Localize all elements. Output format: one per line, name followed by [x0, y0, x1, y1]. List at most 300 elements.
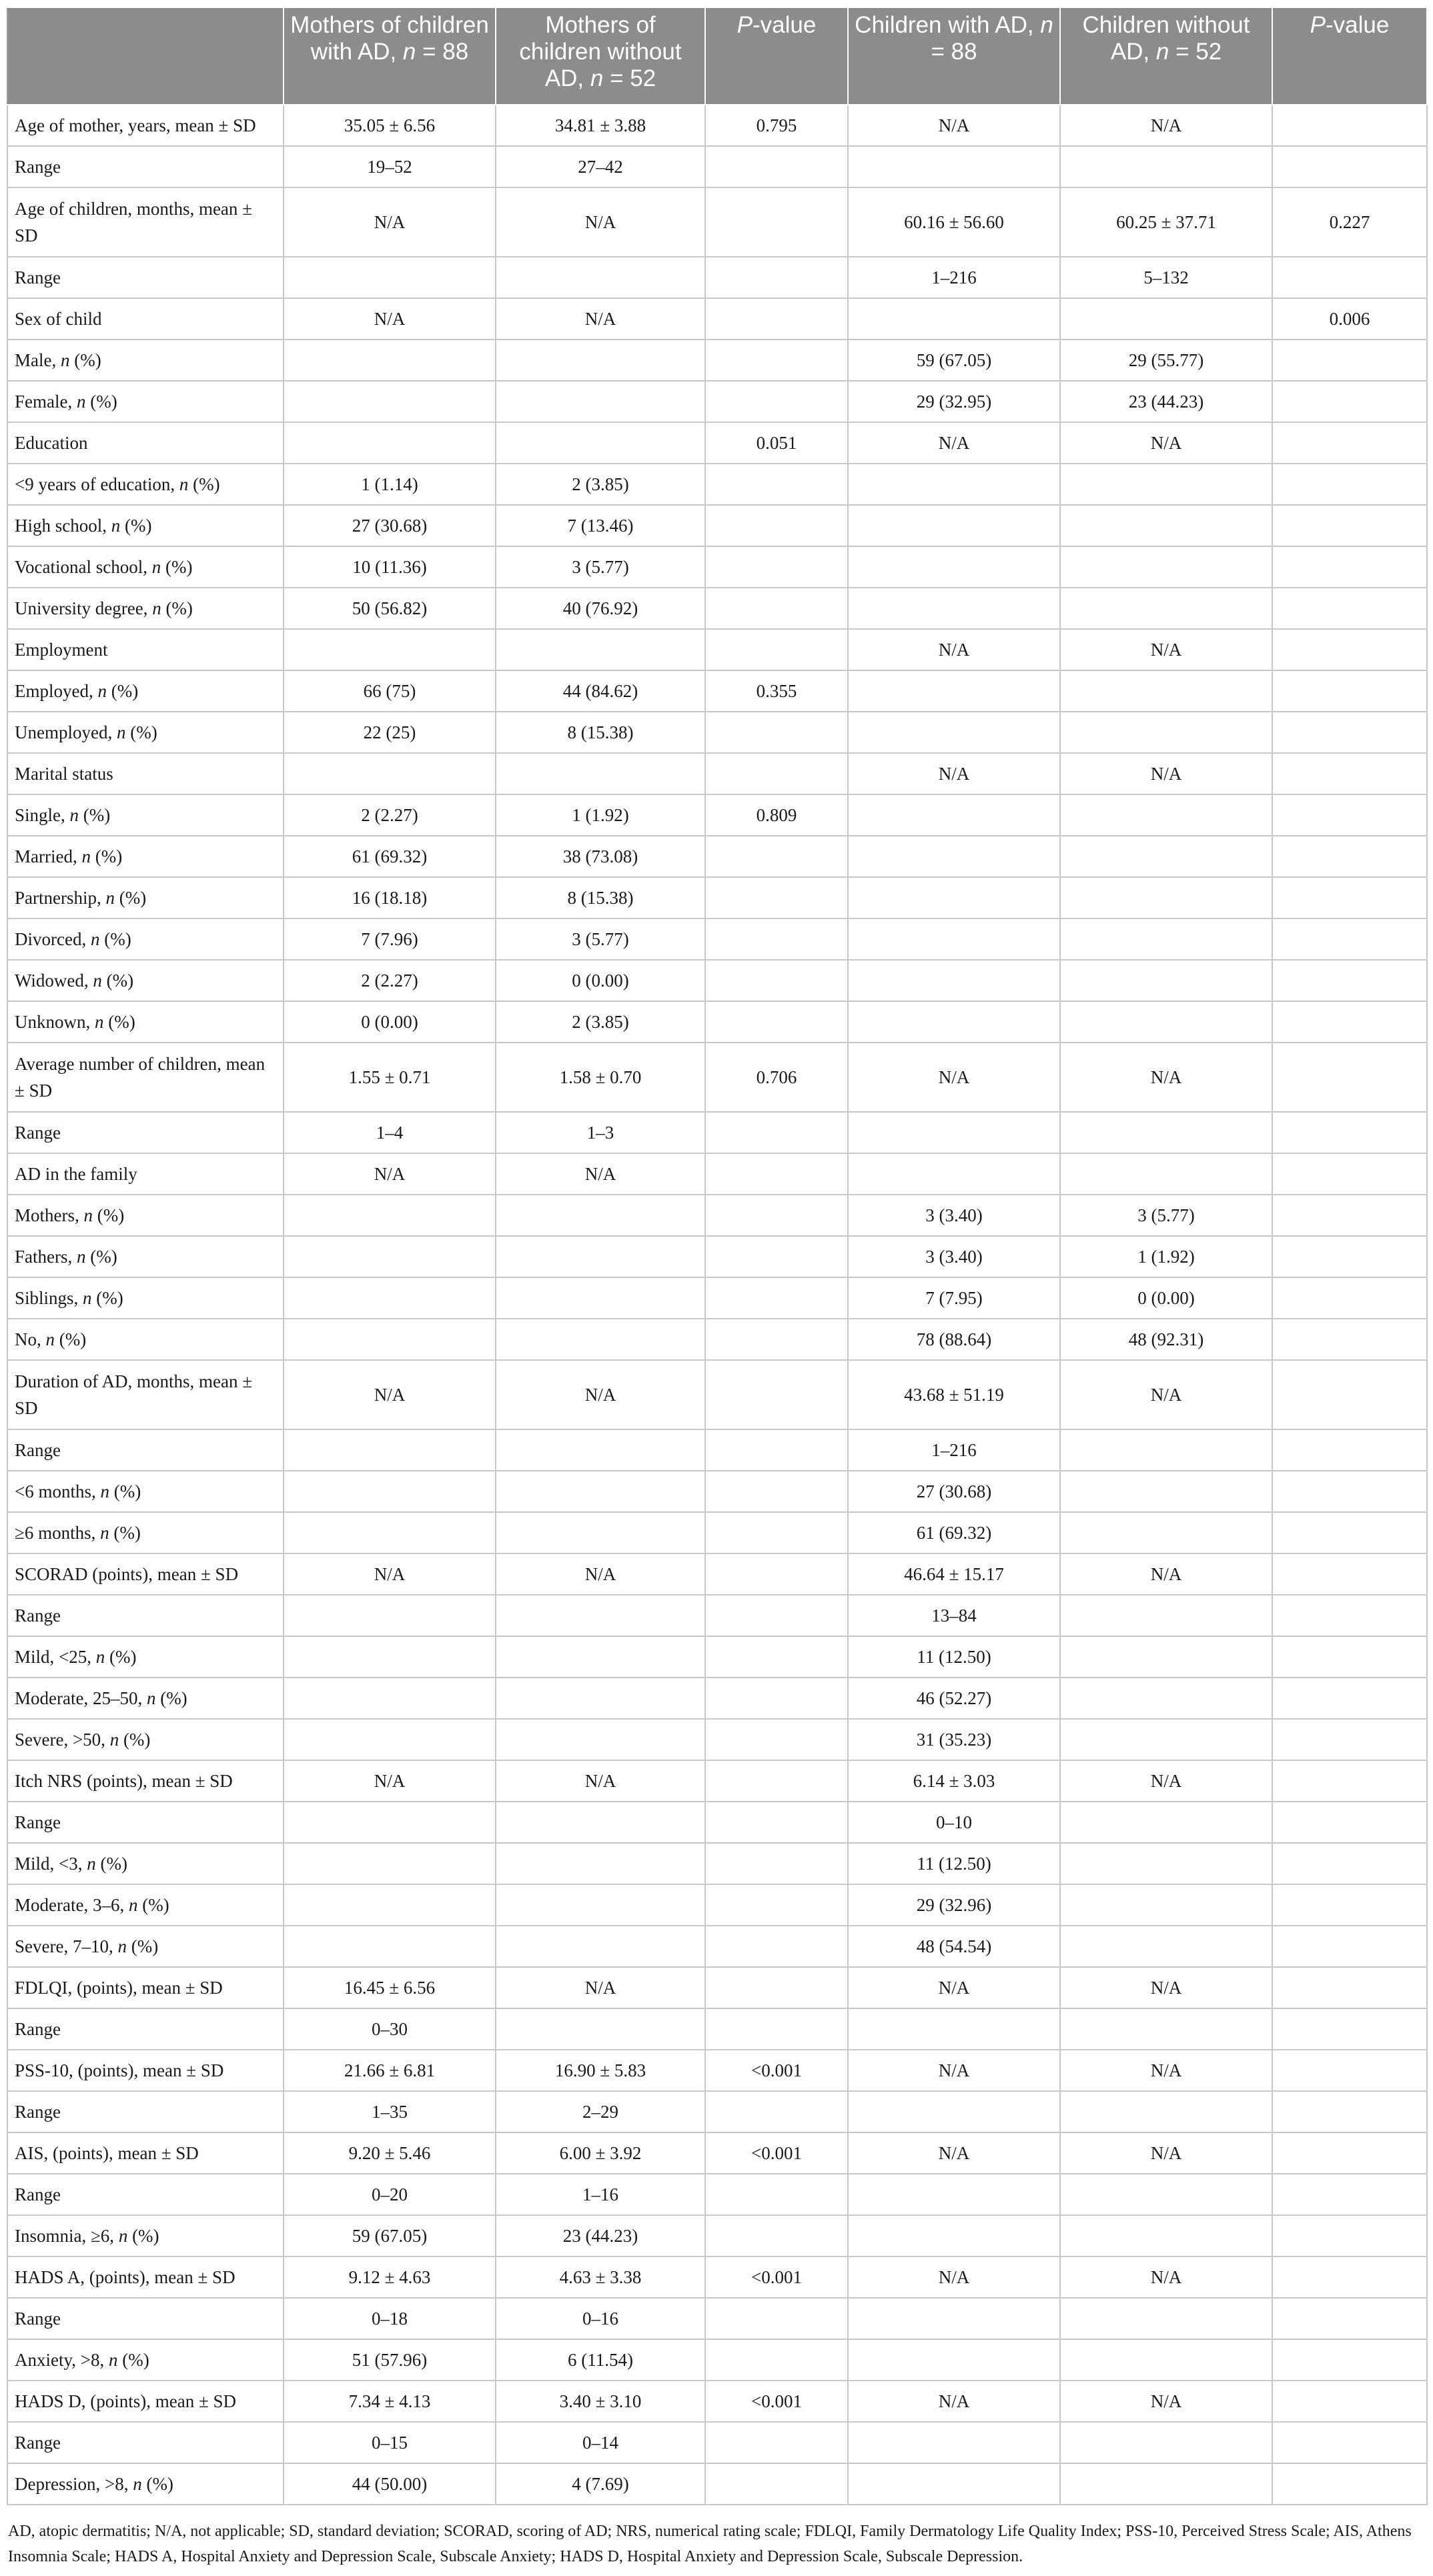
children-without-ad-cell — [1060, 712, 1272, 753]
p-value-children-cell — [1272, 2215, 1427, 2257]
row-label-cell — [7, 1553, 284, 1595]
p-value-children-cell: 0.006 — [1272, 298, 1427, 340]
children-without-ad-cell — [1060, 1636, 1272, 1678]
children-with-ad-cell: 13–84 — [848, 1595, 1060, 1636]
table-row — [7, 1512, 1427, 1553]
children-with-ad-cell — [848, 546, 1060, 588]
children-without-ad-cell: N/A — [1060, 2132, 1272, 2174]
header-blank — [7, 7, 284, 105]
p-value-mothers-cell — [705, 1512, 848, 1553]
mothers-without-ad-cell: N/A — [496, 187, 705, 257]
table-row — [7, 1001, 1427, 1043]
p-value-mothers-cell — [705, 1319, 848, 1360]
children-without-ad-cell — [1060, 2215, 1272, 2257]
row-label-suffix: (%) — [161, 598, 193, 618]
mothers-with-ad-cell: 50 (56.82) — [284, 588, 496, 629]
table-row — [7, 2132, 1427, 2174]
children-without-ad-cell: N/A — [1060, 1553, 1272, 1595]
row-label: Siblings, — [15, 1288, 83, 1308]
row-label-cell — [7, 2091, 284, 2132]
row-label-n: n — [93, 971, 102, 991]
children-with-ad-cell: 1–216 — [848, 257, 1060, 298]
mothers-with-ad-cell: N/A — [284, 1153, 496, 1195]
mothers-without-ad-cell — [496, 1719, 705, 1760]
row-label: Range — [15, 2102, 61, 2122]
row-label: Range — [15, 2019, 61, 2039]
row-label-suffix: (%) — [125, 722, 157, 742]
children-without-ad-cell — [1060, 1112, 1272, 1153]
mothers-with-ad-cell — [284, 1884, 496, 1926]
mothers-with-ad-cell — [284, 1195, 496, 1236]
children-with-ad-cell: N/A — [848, 422, 1060, 464]
table-row — [7, 2463, 1427, 2505]
row-label: No, — [15, 1329, 46, 1349]
row-label-n: n — [76, 392, 86, 412]
children-without-ad-cell — [1060, 2091, 1272, 2132]
row-label-cell — [7, 505, 284, 546]
table-row — [7, 1112, 1427, 1153]
row-label-suffix: (%) — [93, 1205, 125, 1225]
table-row — [7, 670, 1427, 712]
mothers-without-ad-cell: 16.90 ± 5.83 — [496, 2050, 705, 2091]
header-mothers-with-ad: Mothers of children with AD, n = 88 — [284, 7, 496, 105]
mothers-with-ad-cell — [284, 340, 496, 381]
row-label-suffix: (%) — [105, 1647, 137, 1667]
p-value-children-cell — [1272, 2008, 1427, 2050]
children-with-ad-cell: N/A — [848, 2257, 1060, 2298]
row-label-cell — [7, 1636, 284, 1678]
p-value-mothers-cell — [705, 146, 848, 187]
children-without-ad-cell: N/A — [1060, 105, 1272, 146]
p-value-children-cell — [1272, 2463, 1427, 2505]
header-p-value-children: P-value — [1272, 7, 1427, 105]
row-label-cell — [7, 2008, 284, 2050]
children-without-ad-cell — [1060, 670, 1272, 712]
mothers-without-ad-cell — [496, 1595, 705, 1636]
mothers-without-ad-cell: N/A — [496, 1967, 705, 2008]
p-value-children-cell — [1272, 918, 1427, 960]
table-row — [7, 2008, 1427, 2050]
row-label-cell — [7, 187, 284, 257]
table-row — [7, 1553, 1427, 1595]
p-value-mothers-cell — [705, 1236, 848, 1277]
row-label-cell — [7, 1719, 284, 1760]
children-without-ad-cell: 23 (44.23) — [1060, 381, 1272, 422]
p-value-mothers-cell — [705, 2174, 848, 2215]
p-value-mothers-cell — [705, 2298, 848, 2339]
row-label-cell — [7, 1112, 284, 1153]
children-with-ad-cell: N/A — [848, 2381, 1060, 2422]
children-with-ad-cell: 48 (54.54) — [848, 1926, 1060, 1967]
children-with-ad-cell — [848, 1112, 1060, 1153]
row-label-suffix: (%) — [127, 2226, 159, 2246]
mothers-with-ad-cell — [284, 1678, 496, 1719]
row-label: PSS-10, (points), mean ± SD — [15, 2060, 224, 2080]
p-value-children-cell — [1272, 464, 1427, 505]
row-label-suffix: (%) — [155, 1688, 187, 1708]
row-label-n: n — [69, 805, 79, 825]
mothers-without-ad-cell: 0–16 — [496, 2298, 705, 2339]
mothers-without-ad-cell: N/A — [496, 1153, 705, 1195]
header-mothers-without-ad: Mothers of children without AD, n = 52 — [496, 7, 705, 105]
p-value-children-cell — [1272, 1153, 1427, 1195]
p-value-mothers-cell: 0.706 — [705, 1043, 848, 1112]
mothers-with-ad-cell: 0–30 — [284, 2008, 496, 2050]
p-value-children-cell — [1272, 381, 1427, 422]
row-label-suffix: (%) — [161, 557, 193, 577]
children-without-ad-cell: 3 (5.77) — [1060, 1195, 1272, 1236]
row-label-cell — [7, 1471, 284, 1512]
row-label-cell — [7, 1926, 284, 1967]
row-label-n: n — [60, 350, 70, 370]
children-with-ad-cell — [848, 836, 1060, 877]
row-label-cell — [7, 1153, 284, 1195]
children-without-ad-cell: 0 (0.00) — [1060, 1277, 1272, 1319]
p-value-children-cell — [1272, 1195, 1427, 1236]
table-row — [7, 1471, 1427, 1512]
mothers-without-ad-cell: 3 (5.77) — [496, 918, 705, 960]
children-without-ad-cell — [1060, 2339, 1272, 2381]
row-label-suffix: (%) — [106, 681, 139, 701]
mothers-with-ad-cell — [284, 1319, 496, 1360]
p-value-mothers-cell — [705, 2463, 848, 2505]
p-value-children-cell — [1272, 629, 1427, 670]
p-value-mothers-cell — [705, 918, 848, 960]
p-value-mothers-cell — [705, 505, 848, 546]
p-value-children-cell — [1272, 2298, 1427, 2339]
p-value-children-cell — [1272, 1967, 1427, 2008]
row-label-n: n — [108, 2350, 118, 2370]
row-label-cell — [7, 1967, 284, 2008]
mothers-without-ad-cell: 6 (11.54) — [496, 2339, 705, 2381]
row-label-cell — [7, 1236, 284, 1277]
row-label-cell — [7, 794, 284, 836]
p-value-mothers-cell — [705, 1926, 848, 1967]
p-value-mothers-cell — [705, 381, 848, 422]
mothers-with-ad-cell — [284, 1843, 496, 1884]
p-value-children-cell — [1272, 146, 1427, 187]
children-without-ad-cell — [1060, 1153, 1272, 1195]
children-with-ad-cell: 43.68 ± 51.19 — [848, 1360, 1060, 1429]
row-label-cell — [7, 2381, 284, 2422]
p-value-children-cell — [1272, 422, 1427, 464]
p-value-mothers-cell: 0.795 — [705, 105, 848, 146]
children-without-ad-cell: N/A — [1060, 2257, 1272, 2298]
mothers-with-ad-cell: 0–20 — [284, 2174, 496, 2215]
p-value-mothers-cell — [705, 877, 848, 918]
p-value-mothers-cell — [705, 1153, 848, 1195]
p-value-mothers-cell — [705, 464, 848, 505]
children-with-ad-cell — [848, 960, 1060, 1001]
header-children-without-ad: Children without AD, n = 52 — [1060, 7, 1272, 105]
table-body — [7, 105, 1427, 2505]
mothers-with-ad-cell: 2 (2.27) — [284, 960, 496, 1001]
row-label-n: n — [118, 2226, 128, 2246]
mothers-without-ad-cell — [496, 753, 705, 794]
row-label: Range — [15, 157, 61, 177]
children-without-ad-cell — [1060, 2298, 1272, 2339]
mothers-with-ad-cell — [284, 1236, 496, 1277]
row-label-cell — [7, 1043, 284, 1112]
mothers-with-ad-cell: 19–52 — [284, 146, 496, 187]
table-row — [7, 2215, 1427, 2257]
table-row — [7, 753, 1427, 794]
p-value-mothers-cell — [705, 298, 848, 340]
row-label: Mothers, — [15, 1205, 84, 1225]
table-row — [7, 146, 1427, 187]
children-with-ad-cell — [848, 298, 1060, 340]
p-value-children-cell — [1272, 1043, 1427, 1112]
table-row — [7, 1760, 1427, 1802]
p-value-mothers-cell — [705, 1360, 848, 1429]
children-with-ad-cell: N/A — [848, 2132, 1060, 2174]
row-label-cell — [7, 960, 284, 1001]
children-with-ad-cell: 11 (12.50) — [848, 1636, 1060, 1678]
row-label-n: n — [76, 1247, 86, 1267]
children-without-ad-cell: 29 (55.77) — [1060, 340, 1272, 381]
p-value-children-cell — [1272, 712, 1427, 753]
mothers-without-ad-cell — [496, 1429, 705, 1471]
children-without-ad-cell — [1060, 1429, 1272, 1471]
mothers-with-ad-cell: 1–35 — [284, 2091, 496, 2132]
children-without-ad-cell — [1060, 464, 1272, 505]
table-row — [7, 2174, 1427, 2215]
children-with-ad-cell: 29 (32.95) — [848, 381, 1060, 422]
table-row — [7, 1926, 1427, 1967]
mothers-without-ad-cell: 2 (3.85) — [496, 1001, 705, 1043]
children-without-ad-cell — [1060, 1802, 1272, 1843]
children-with-ad-cell: N/A — [848, 629, 1060, 670]
children-with-ad-cell: N/A — [848, 753, 1060, 794]
demographics-table — [7, 7, 1428, 2505]
row-label: Severe, >50, — [15, 1730, 110, 1750]
p-value-mothers-cell: <0.001 — [705, 2381, 848, 2422]
table-row — [7, 1595, 1427, 1636]
mothers-without-ad-cell — [496, 257, 705, 298]
row-label-n: n — [152, 598, 161, 618]
p-value-mothers-cell: 0.355 — [705, 670, 848, 712]
children-without-ad-cell — [1060, 1471, 1272, 1512]
p-value-mothers-cell — [705, 187, 848, 257]
table-row — [7, 1678, 1427, 1719]
p-value-mothers-cell — [705, 753, 848, 794]
row-label: Female, — [15, 392, 77, 412]
children-with-ad-cell — [848, 670, 1060, 712]
mothers-without-ad-cell — [496, 422, 705, 464]
children-without-ad-cell — [1060, 1512, 1272, 1553]
row-label: Male, — [15, 350, 61, 370]
mothers-with-ad-cell: 1–4 — [284, 1112, 496, 1153]
p-value-mothers-cell — [705, 1802, 848, 1843]
table-row — [7, 2050, 1427, 2091]
row-label: Single, — [15, 805, 70, 825]
p-value-children-cell — [1272, 2091, 1427, 2132]
p-value-mothers-cell — [705, 2422, 848, 2463]
table-wrapper — [7, 7, 1426, 2569]
children-without-ad-cell: N/A — [1060, 2381, 1272, 2422]
row-label-n: n — [100, 1523, 109, 1543]
row-label: Unknown, — [15, 1012, 95, 1032]
mothers-without-ad-cell: 0–14 — [496, 2422, 705, 2463]
children-without-ad-cell — [1060, 2008, 1272, 2050]
mothers-with-ad-cell: 2 (2.27) — [284, 794, 496, 836]
row-label-n: n — [87, 1854, 96, 1874]
mothers-with-ad-cell: N/A — [284, 298, 496, 340]
row-label-cell — [7, 1843, 284, 1884]
mothers-without-ad-cell: 1.58 ± 0.70 — [496, 1043, 705, 1112]
row-label-n: n — [81, 846, 91, 866]
children-without-ad-cell — [1060, 1595, 1272, 1636]
p-value-children-cell — [1272, 2339, 1427, 2381]
row-label-suffix: (%) — [90, 846, 123, 866]
children-with-ad-cell — [848, 2091, 1060, 2132]
mothers-with-ad-cell — [284, 1719, 496, 1760]
mothers-with-ad-cell: 22 (25) — [284, 712, 496, 753]
row-label: University degree, — [15, 598, 153, 618]
mothers-without-ad-cell: N/A — [496, 298, 705, 340]
row-label: Employed, — [15, 681, 98, 701]
mothers-with-ad-cell: 35.05 ± 6.56 — [284, 105, 496, 146]
children-with-ad-cell: 1–216 — [848, 1429, 1060, 1471]
children-with-ad-cell — [848, 2215, 1060, 2257]
row-label: Severe, 7–10, — [15, 1936, 118, 1956]
row-label-suffix: (%) — [99, 929, 131, 949]
row-label-suffix: (%) — [103, 1012, 135, 1032]
children-without-ad-cell: 48 (92.31) — [1060, 1319, 1272, 1360]
row-label-suffix: (%) — [119, 1730, 151, 1750]
header-row — [7, 7, 1427, 105]
p-value-mothers-cell — [705, 2008, 848, 2050]
p-value-mothers-cell — [705, 1112, 848, 1153]
row-label-n: n — [90, 929, 100, 949]
table-row — [7, 960, 1427, 1001]
row-label: Vocational school, — [15, 557, 152, 577]
p-value-children-cell — [1272, 1360, 1427, 1429]
table-row — [7, 794, 1427, 836]
mothers-without-ad-cell — [496, 1236, 705, 1277]
p-value-children-cell — [1272, 836, 1427, 877]
children-without-ad-cell — [1060, 146, 1272, 187]
table-row — [7, 187, 1427, 257]
p-value-children-cell — [1272, 1760, 1427, 1802]
row-label: AD in the family — [15, 1164, 137, 1184]
row-label-n: n — [100, 1481, 109, 1501]
children-with-ad-cell — [848, 1153, 1060, 1195]
p-value-children-cell: 0.227 — [1272, 187, 1427, 257]
children-without-ad-cell: N/A — [1060, 1967, 1272, 2008]
row-label: Range — [15, 1440, 61, 1460]
mothers-with-ad-cell — [284, 629, 496, 670]
children-with-ad-cell — [848, 2339, 1060, 2381]
mothers-without-ad-cell: 23 (44.23) — [496, 2215, 705, 2257]
row-label-cell — [7, 1277, 284, 1319]
mothers-without-ad-cell: 44 (84.62) — [496, 670, 705, 712]
mothers-without-ad-cell — [496, 1926, 705, 1967]
table-row — [7, 2091, 1427, 2132]
p-value-mothers-cell — [705, 546, 848, 588]
row-label-cell — [7, 836, 284, 877]
p-value-children-cell — [1272, 960, 1427, 1001]
table-row — [7, 1843, 1427, 1884]
mothers-with-ad-cell: 16 (18.18) — [284, 877, 496, 918]
p-value-children-cell — [1272, 1236, 1427, 1277]
p-value-mothers-cell — [705, 836, 848, 877]
children-with-ad-cell — [848, 146, 1060, 187]
mothers-with-ad-cell — [284, 257, 496, 298]
table-row — [7, 257, 1427, 298]
row-label-suffix: (%) — [101, 971, 134, 991]
children-with-ad-cell: 0–10 — [848, 1802, 1060, 1843]
p-value-mothers-cell: 0.809 — [705, 794, 848, 836]
children-with-ad-cell — [848, 2008, 1060, 2050]
row-label-suffix: (%) — [55, 1329, 87, 1349]
row-label-suffix: (%) — [137, 1895, 169, 1915]
children-without-ad-cell: N/A — [1060, 1360, 1272, 1429]
mothers-with-ad-cell — [284, 1802, 496, 1843]
p-value-children-cell — [1272, 588, 1427, 629]
children-without-ad-cell: 60.25 ± 37.71 — [1060, 187, 1272, 257]
mothers-without-ad-cell: 27–42 — [496, 146, 705, 187]
children-with-ad-cell — [848, 2422, 1060, 2463]
p-value-children-cell — [1272, 2422, 1427, 2463]
children-without-ad-cell — [1060, 1719, 1272, 1760]
children-with-ad-cell: 29 (32.96) — [848, 1884, 1060, 1926]
row-label-cell — [7, 1195, 284, 1236]
header-p-value-mothers: P-value — [705, 7, 848, 105]
table-row — [7, 1319, 1427, 1360]
mothers-with-ad-cell: 7 (7.96) — [284, 918, 496, 960]
p-value-mothers-cell — [705, 1277, 848, 1319]
mothers-without-ad-cell — [496, 340, 705, 381]
table-row — [7, 2381, 1427, 2422]
row-label-cell — [7, 1760, 284, 1802]
table-row — [7, 1043, 1427, 1112]
mothers-with-ad-cell: 51 (57.96) — [284, 2339, 496, 2381]
mothers-with-ad-cell — [284, 1512, 496, 1553]
row-label: Average number of children, mean ± SD — [15, 1054, 266, 1101]
row-label-cell — [7, 2463, 284, 2505]
table-row — [7, 2339, 1427, 2381]
row-label: High school, — [15, 516, 111, 536]
row-label-cell — [7, 381, 284, 422]
p-value-mothers-cell — [705, 1195, 848, 1236]
p-value-children-cell — [1272, 1553, 1427, 1595]
p-value-mothers-cell: <0.001 — [705, 2050, 848, 2091]
children-with-ad-cell: N/A — [848, 1043, 1060, 1112]
table-row — [7, 546, 1427, 588]
row-label-cell — [7, 918, 284, 960]
row-label-cell — [7, 1512, 284, 1553]
row-label-cell — [7, 1802, 284, 1843]
p-value-children-cell — [1272, 2381, 1427, 2422]
p-value-mothers-cell: <0.001 — [705, 2257, 848, 2298]
mothers-with-ad-cell — [284, 1926, 496, 1967]
p-value-mothers-cell — [705, 1471, 848, 1512]
mothers-with-ad-cell: 61 (69.32) — [284, 836, 496, 877]
p-value-children-cell — [1272, 1926, 1427, 1967]
row-label: Range — [15, 267, 61, 287]
mothers-without-ad-cell: 4 (7.69) — [496, 2463, 705, 2505]
p-value-children-cell — [1272, 1319, 1427, 1360]
children-with-ad-cell: 78 (88.64) — [848, 1319, 1060, 1360]
row-label: Marital status — [15, 764, 113, 784]
mothers-without-ad-cell — [496, 1277, 705, 1319]
table-row — [7, 1195, 1427, 1236]
row-label-suffix: (%) — [117, 2350, 149, 2370]
table-row — [7, 464, 1427, 505]
children-without-ad-cell: N/A — [1060, 2050, 1272, 2091]
mothers-with-ad-cell: N/A — [284, 1760, 496, 1802]
